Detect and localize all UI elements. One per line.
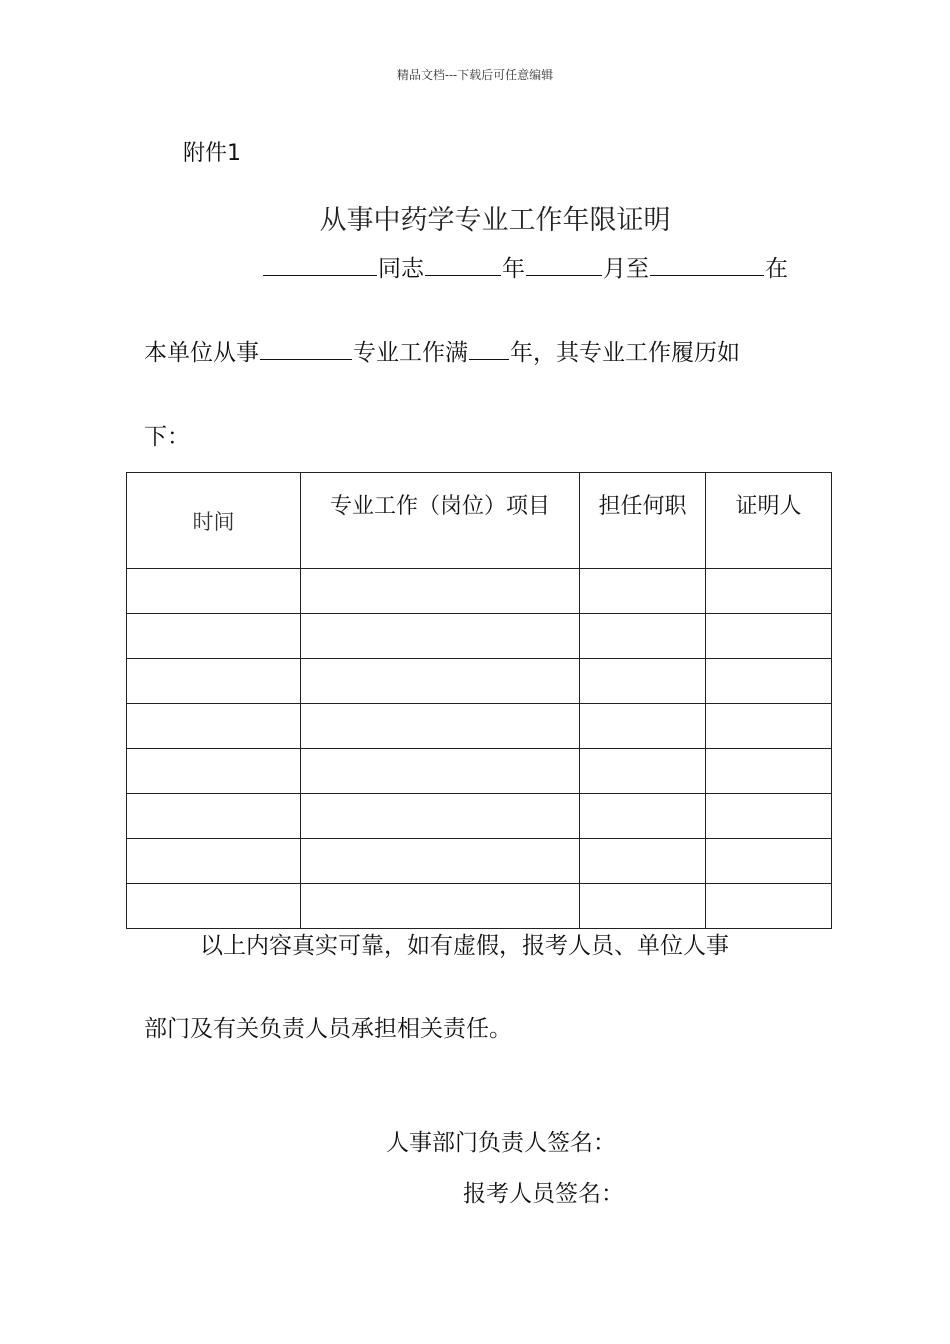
name-blank[interactable] [263, 253, 377, 276]
table-row [127, 704, 832, 749]
table-cell[interactable] [301, 614, 580, 659]
table-cell[interactable] [127, 749, 301, 794]
table-cell[interactable] [706, 659, 832, 704]
table-cell[interactable] [301, 569, 580, 614]
table-cell[interactable] [301, 839, 580, 884]
table-cell[interactable] [706, 794, 832, 839]
table-cell[interactable] [580, 749, 706, 794]
table-cell[interactable] [580, 839, 706, 884]
table-cell[interactable] [127, 659, 301, 704]
table-cell[interactable] [706, 704, 832, 749]
table-cell[interactable] [301, 704, 580, 749]
table-cell[interactable] [706, 884, 832, 929]
years-blank[interactable] [469, 337, 509, 360]
table-row [127, 659, 832, 704]
line2-part-a: 本单位从事 [144, 340, 259, 366]
table-cell[interactable] [580, 614, 706, 659]
month-to-text: 月至 [603, 256, 649, 282]
statement-line-2: 部门及有关负责人员承担相关责任。 [144, 1016, 512, 1042]
table-cell[interactable] [127, 614, 301, 659]
tongzhi-text: 同志 [378, 256, 424, 282]
specialty-blank[interactable] [260, 337, 352, 360]
table-row [127, 794, 832, 839]
table-cell[interactable] [127, 839, 301, 884]
zai-text: 在 [765, 256, 788, 282]
table-cell[interactable] [127, 704, 301, 749]
table-cell[interactable] [580, 794, 706, 839]
start-year-blank[interactable] [425, 253, 501, 276]
statement-line-1: 以上内容真实可靠，如有虚假，报考人员、单位人事 [200, 933, 729, 959]
table-cell[interactable] [301, 659, 580, 704]
table-cell[interactable] [301, 794, 580, 839]
table-cell[interactable] [580, 659, 706, 704]
document-title: 从事中药学专业工作年限证明 [319, 205, 671, 236]
header-witness: 证明人 [706, 473, 832, 569]
table-cell[interactable] [127, 569, 301, 614]
work-history-table [126, 472, 832, 929]
header-time: 时间 [127, 473, 301, 569]
table-cell[interactable] [706, 614, 832, 659]
start-month-blank[interactable] [526, 253, 602, 276]
line2-part-b: 专业工作满 [353, 340, 468, 366]
table-row [127, 749, 832, 794]
table-cell[interactable] [706, 569, 832, 614]
header-project: 专业工作（岗位）项目 [301, 473, 580, 569]
table-cell[interactable] [580, 704, 706, 749]
table-row [127, 569, 832, 614]
table-cell[interactable] [580, 884, 706, 929]
table-cell[interactable] [706, 839, 832, 884]
table-cell[interactable] [706, 749, 832, 794]
table-row [127, 614, 832, 659]
table-cell[interactable] [127, 884, 301, 929]
intro-line-3: 下： [144, 424, 190, 450]
applicant-signature-label: 报考人员签名： [463, 1181, 624, 1207]
page-header: 精品文档---下载后可任意编辑 [396, 68, 554, 82]
line2-part-c: 年，其专业工作履历如 [510, 340, 740, 366]
table-cell[interactable] [580, 569, 706, 614]
attachment-label: 附件1 [183, 141, 241, 166]
table-cell[interactable] [127, 794, 301, 839]
end-date-blank[interactable] [650, 253, 764, 276]
intro-line-2 [144, 334, 740, 367]
table-cell[interactable] [301, 884, 580, 929]
table-cell[interactable] [301, 749, 580, 794]
year-text: 年 [502, 256, 525, 282]
hr-signature-label: 人事部门负责人签名： [386, 1130, 616, 1156]
table-header-row [127, 473, 832, 569]
table-row [127, 839, 832, 884]
table-row [127, 884, 832, 929]
intro-line-1 [262, 250, 788, 283]
header-position: 担任何职 [580, 473, 706, 569]
